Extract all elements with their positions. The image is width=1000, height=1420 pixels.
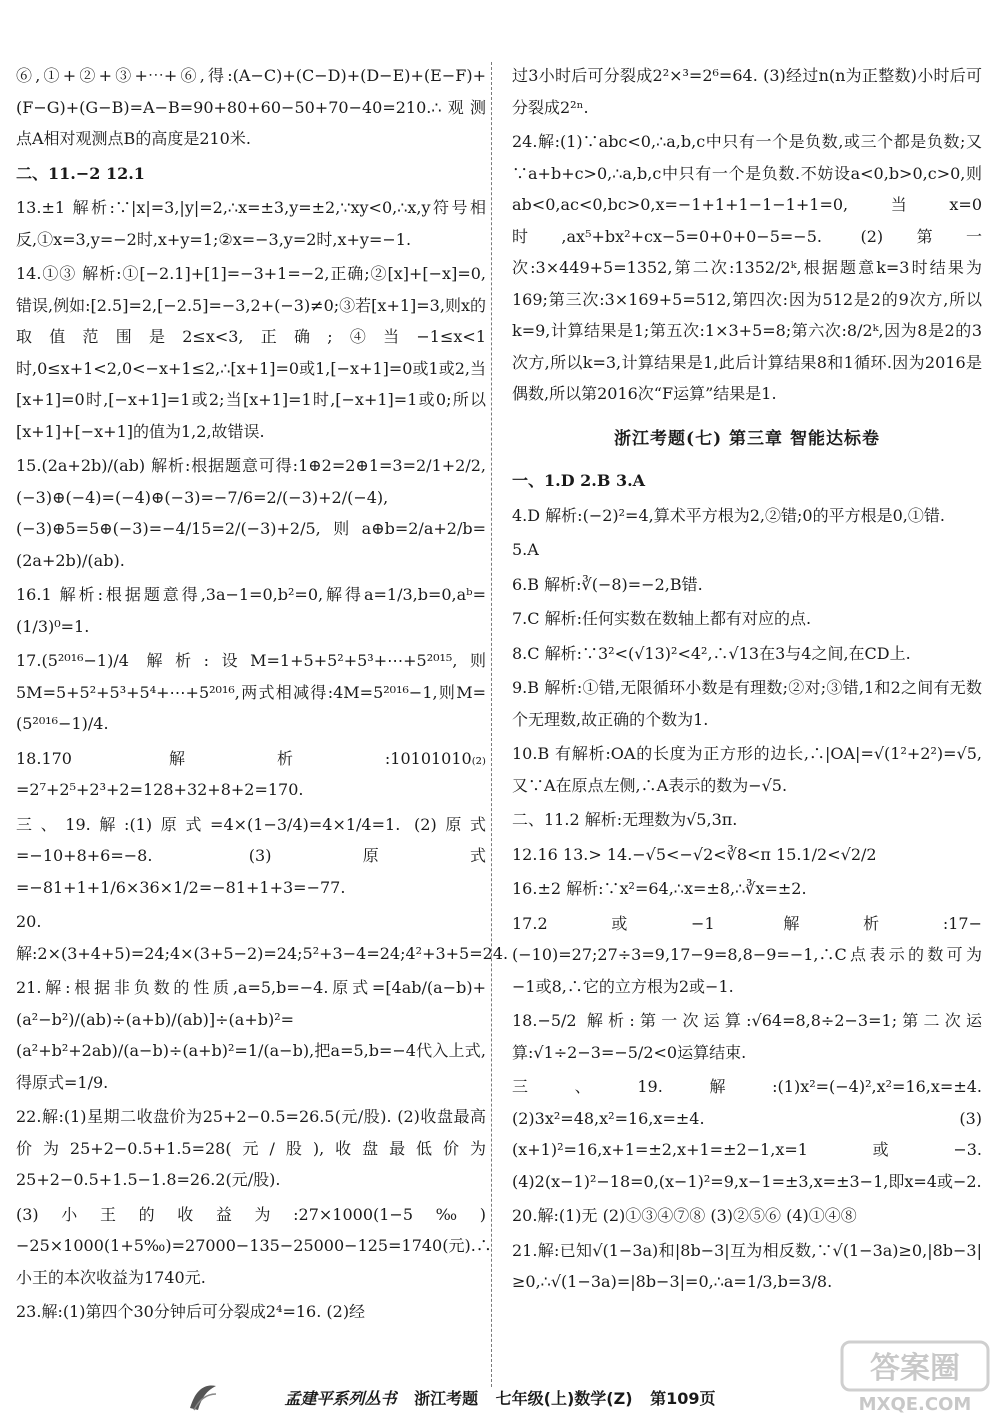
right-column	[512, 60, 982, 1301]
footer-grade: 七年级(上)数学(Z)	[495, 1389, 633, 1408]
right-para: 18.−5/2 解析:第一次运算:√64=8,8÷2−3=1;第二次运算:√1÷2−3=−5/2<0运算结束.	[512, 1011, 982, 1062]
right-para: 6.B 解析:∛(−8)=−2,B错.	[512, 574, 703, 594]
section-heading: 浙江考题(七) 第三章 智能达标卷	[614, 428, 880, 449]
column-divider	[491, 62, 492, 1387]
left-para: (3)小王的收益为:27×1000(1−5‰)−25×1000(1+5‰)=27000−135−25000−125=1740(元).∴小王的本次收益为1740元.	[16, 1204, 492, 1287]
watermark-text: 答案圈	[870, 1351, 960, 1386]
left-para: ⑥,①+②+③+⋯+⑥,得:(A−C)+(C−D)+(D−E)+(E−F)+(F−G)+(G−B)=A−B=90+80+60−50+70−40=210.∴观测点A相对观测点B的高度是210米.	[16, 66, 486, 148]
right-para: 三、19.解:(1)x²=(−4)²,x²=16,x=±4. (2)3x²=48,x²=16,x=±4. (3)(x+1)²=16,x+1=±2,x+1=±2−1,x=1或−3. (4)2(x−1)²−18=0,(x−1)²=9,x−1=±3,x=±3−1,即x=4或−2.	[512, 1077, 982, 1191]
footer-series: 孟建平系列丛书	[284, 1389, 397, 1408]
left-para: 二、11.−2 12.1	[16, 163, 145, 183]
right-para: 4.D 解析:(−2)²=4,算术平方根为2,②错;0的平方根是0,①错.	[512, 505, 945, 525]
left-para: 20.解:2×(3+4+5)=24;4×(3+5−2)=24;5²+3−4=24;4²+3+5=24.	[16, 912, 509, 963]
watermark-url: MXQE.COM	[858, 1394, 972, 1415]
right-para: 8.C 解析:∵3²<(√13)²<4²,∴√13在3与4之间,在CD上.	[512, 643, 911, 663]
right-para: 20.解:(1)无 (2)①③④⑦⑧ (3)②⑤⑥ (4)①④⑧	[512, 1206, 857, 1225]
right-para: 一、1.D 2.B 3.A	[512, 471, 646, 490]
footer-page-number: 第109页	[650, 1389, 716, 1408]
left-para: 17.(5²⁰¹⁶−1)/4 解析:设M=1+5+5²+5³+⋯+5²⁰¹⁵,则5M=5+5²+5³+5⁴+⋯+5²⁰¹⁶,两式相减得:4M=5²⁰¹⁶−1,则M=(5²⁰¹⁶−1)/4.	[16, 651, 486, 733]
left-para: 21.解:根据非负数的性质,a=5,b=−4.原式=[4ab/(a−b)+(a²−b²)/(ab)÷(a+b)/(ab)]÷(a+b)²=(a²+b²+2ab)/(a−b)÷(a+b)²=1/(a−b),把a=5,b=−4代入上式,得原式=1/9.	[16, 978, 486, 1092]
left-para: 18.170 解析:10101010₍₂₎=2⁷+2⁵+2³+2=128+32+8+2=170.	[16, 748, 486, 799]
left-para: 13.±1 解析:∵|x|=3,|y|=2,∴x=±3,y=±2,∵xy<0,∴x,y符号相反,①x=3,y=−2时,x+y=1;②x=−3,y=2时,x+y=−1.	[16, 198, 486, 249]
right-para: 21.解:已知√(1−3a)和|8b−3|互为相反数,∵√(1−3a)≥0,|8b−3|≥0,∴√(1−3a)=|8b−3|=0,∴a=1/3,b=3/8.	[512, 1240, 982, 1291]
left-para: 22.解:(1)星期二收盘价为25+2−0.5=26.5(元/股). (2)收盘最高价为25+2−0.5+1.5=28(元/股),收盘最低价为25+2−0.5+1.5−1.8=26.2(元/股).	[16, 1107, 486, 1189]
left-para: 14.①③ 解析:①[−2.1]+[1]=−3+1=−2,正确;②[x]+[−x]=0,错误,例如:[2.5]=2,[−2.5]=−3,2+(−3)≠0;③若[x+1]=3,则x的取值范围是2≤x<3,正确;④当−1≤x<1时,0≤x+1<2,0<−x+1≤2,∴[x+1]=0或1,[−x+1]=0或1或2,当[x+1]=0时,[−x+1]=1或2;当[x+1]=1时,[−x+1]=1或0;所以[x+1]+[−x+1]的值为1,2,故错误.	[16, 264, 486, 441]
left-para: 16.1 解析:根据题意得,3a−1=0,b²=0,解得a=1/3,b=0,aᵇ=(1/3)⁰=1.	[16, 585, 486, 636]
left-para: 23.解:(1)第四个30分钟后可分裂成2⁴=16. (2)经	[16, 1302, 366, 1321]
right-para: 过3小时后可分裂成2²×³=2⁶=64. (3)经过n(n为正整数)小时后可分裂成2²ⁿ.	[512, 66, 982, 117]
right-para: 16.±2 解析:∵x²=64,∴x=±8,∴∛x=±2.	[512, 879, 807, 898]
right-para: 24.解:(1)∵abc<0,∴a,b,c中只有一个是负数,或三个都是负数;又∵a+b+c>0,∴a,b,c中只有一个是负数.不妨设a<0,b>0,c>0,则ab<0,ac<0,bc>0,x=−1+1+1−1−1+1=0,当x=0时,ax⁵+bx²+cx−5=0+0+0−5=−5. (2)第一次:3×449+5=1352,第二次:1352/2ᵏ,根据题意k=3时结果为169;第三次:3×169+5=512,第四次:因为512是2的9次方,所以k=9,计算结果是1;第五次:1×3+5=8;第六次:8/2ᵏ,因为8是2的3次方,所以k=3,计算结果是1,此后计算结果8和1循环.因为2016是偶数,所以第2016次“F运算”结果是1.	[512, 132, 982, 403]
footer-book: 浙江考题	[414, 1389, 479, 1408]
left-para: 15.(2a+2b)/(ab) 解析:根据题意可得:1⊕2=2⊕1=3=2/1+2/2,(−3)⊕(−4)=(−4)⊕(−3)=−7/6=2/(−3)+2/(−4),(−3)⊕5=5⊕(−3)=−4/15=2/(−3)+2/5,则a⊕b=2/a+2/b=(2a+2b)/(ab).	[16, 456, 486, 570]
right-para: 10.B 有解析:OA的长度为正方形的边长,∴|OA|=√(1²+2²)=√5,又∵A在原点左侧,∴A表示的数为−√5.	[512, 744, 982, 795]
right-para: 5.A	[512, 540, 539, 559]
right-para: 12.16 13.> 14.−√5<−√2<∛8<π 15.1/2<√2/2	[512, 844, 877, 864]
right-para: 9.B 解析:①错,无限循环小数是有理数;②对;③错,1和2之间有无数个无理数,故正确的个数为1.	[512, 678, 982, 729]
watermark-logo-icon	[840, 1338, 990, 1416]
left-column	[16, 60, 509, 1331]
right-para: 17.2或−1 解析:17−(−10)=27;27÷3=9,17−9=8,8−9=−1,∴C点表示的数可为−1或8,∴它的立方根为2或−1.	[512, 913, 982, 996]
left-para: 三、19.解:(1)原式=4×(1−3/4)=4×1/4=1. (2)原式=−10+8+6=−8. (3)原式=−81+1+1/6×36×1/2=−81+1+3=−77.	[16, 814, 486, 897]
right-para: 7.C 解析:任何实数在数轴上都有对应的点.	[512, 609, 812, 628]
right-para: 二、11.2 解析:无理数为√5,3π.	[512, 810, 738, 829]
